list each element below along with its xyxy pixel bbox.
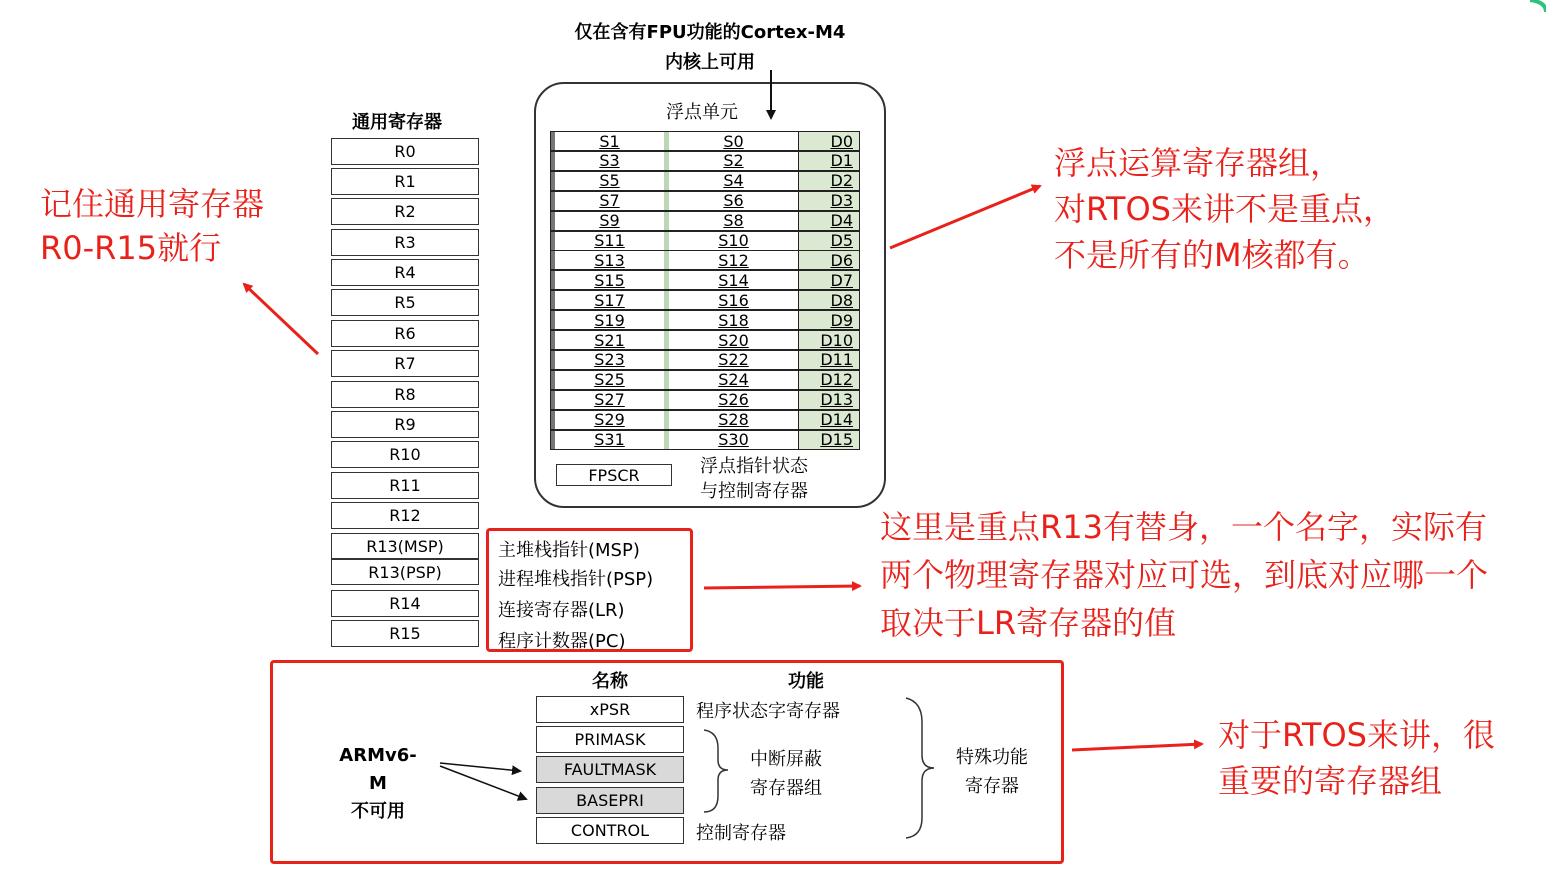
fpu-s-even: S20 [669,331,799,349]
sfr-register: xPSR [536,696,684,723]
fpu-d: D13 [799,391,859,409]
fpu-s-odd: S19 [551,311,669,329]
fpu-s-even: S28 [669,411,799,429]
fpu-s-odd: S3 [551,152,669,170]
sfr-annotation-line2: 重要的寄存器组 [1218,762,1443,800]
sfr-col-func: 功能 [788,671,824,692]
fpu-d: D3 [799,192,859,210]
fpu-s-even: S24 [669,371,799,389]
sfr-annotation-arrow [1072,744,1202,750]
gpr-register: R0 [331,138,479,165]
mask-group-brace [704,730,728,812]
gpr-register: R7 [331,350,479,377]
fpu-s-odd: S23 [551,351,669,369]
fpu-s-even: S16 [669,291,799,309]
fpu-d: D1 [799,152,859,170]
fpu-d: D15 [799,431,859,449]
fpu-s-odd: S29 [551,411,669,429]
special-function-line1: 特殊功能 [956,747,1028,768]
gpr-register: R9 [331,411,479,438]
sfr-register: PRIMASK [536,726,684,753]
gpr-register: R4 [331,259,479,286]
special-function-brace [906,698,934,838]
fpu-s-odd: S21 [551,331,669,349]
armv6-line2: 不可用 [351,801,405,822]
fpu-d: D9 [799,311,859,329]
armv6-arrow-faultmask [440,763,520,771]
sfr-col-name: 名称 [592,671,628,692]
mask-group-line2: 寄存器组 [750,778,822,799]
fpu-d: D11 [799,351,859,369]
fpu-s-even: S12 [669,251,799,269]
fpu-d: D8 [799,291,859,309]
sfr-register: BASEPRI [536,787,684,814]
gpr-register: R10 [331,441,479,468]
corner-decoration [1530,0,1546,12]
fpu-s-odd: S27 [551,391,669,409]
mask-group-line1: 中断屏蔽 [750,749,822,770]
fpu-d: D10 [799,331,859,349]
msp-label: 主堆栈指针(MSP) [498,540,640,561]
fpu-s-even: S26 [669,391,799,409]
r13-annotation-arrow [704,586,860,588]
fpu-annotation-line3: 不是所有的M核都有。 [1054,236,1370,274]
sfr-annotation-line1: 对于RTOS来讲，很 [1218,716,1495,754]
fpscr-desc-line1: 浮点指针状态 [700,456,808,477]
gpr-register: R12 [331,502,479,529]
fpu-d: D5 [799,232,859,250]
fpu-d: D4 [799,212,859,230]
fpu-title: 浮点单元 [666,102,738,123]
fpu-s-odd: S5 [551,172,669,190]
fpu-d: D2 [799,172,859,190]
gpr-annotation-arrow [244,284,318,354]
fpu-d: D6 [799,251,859,269]
gpr-annotation-line1: 记住通用寄存器 [40,185,265,223]
fpu-d: D14 [799,411,859,429]
fpu-d: D0 [799,132,859,150]
fpu-s-odd: S11 [551,232,669,250]
fpu-s-even: S22 [669,351,799,369]
fpu-s-odd: S31 [551,431,669,449]
sfr-register: FAULTMASK [536,756,684,783]
gpr-register: R8 [331,381,479,408]
fpu-s-even: S2 [669,152,799,170]
fpu-s-even: S8 [669,212,799,230]
control-description: 控制寄存器 [696,823,786,844]
gpr-register: R1 [331,168,479,195]
xpsr-description: 程序状态字寄存器 [696,701,840,722]
fpu-d: D12 [799,371,859,389]
pc-label: 程序计数器(PC) [498,631,626,652]
fpu-s-odd: S9 [551,212,669,230]
fpu-annotation-line1: 浮点运算寄存器组， [1054,144,1343,182]
r13-annotation-line3: 取决于LR寄存器的值 [880,604,1177,642]
fpu-s-even: S0 [669,132,799,150]
gpr-register: R15 [331,620,479,647]
fpu-annotation-line2: 对RTOS来讲不是重点， [1054,190,1395,228]
gpr-title: 通用寄存器 [352,112,442,133]
fpu-s-odd: S25 [551,371,669,389]
gpr-register: R13(MSP) [331,533,479,559]
fpu-d: D7 [799,271,859,289]
fpu-s-odd: S1 [551,132,669,150]
fpu-annotation-arrow [890,186,1040,248]
fpscr-desc-line2: 与控制寄存器 [700,481,808,502]
fpu-s-even: S6 [669,192,799,210]
fpu-s-even: S4 [669,172,799,190]
r13-annotation-line2: 两个物理寄存器对应可选，到底对应哪一个 [880,556,1489,594]
fpscr-register: FPSCR [556,464,672,486]
gpr-register: R13(PSP) [331,559,479,585]
fpu-s-odd: S15 [551,271,669,289]
gpr-register: R14 [331,590,479,617]
fpu-s-even: S14 [669,271,799,289]
gpr-annotation-line2: R0-R15就行 [40,229,222,267]
lr-label: 连接寄存器(LR) [498,600,625,621]
fpu-s-odd: S13 [551,251,669,269]
gpr-register: R6 [331,320,479,347]
fpu-s-odd: S17 [551,291,669,309]
fpu-note-line1: 仅在含有FPU功能的Cortex-M4 [574,22,846,43]
armv6-line1: ARMv6-M [339,745,417,794]
fpu-s-even: S30 [669,431,799,449]
gpr-register: R2 [331,198,479,225]
r13-annotation-line1: 这里是重点R13有替身，一个名字，实际有 [880,508,1487,546]
psp-label: 进程堆栈指针(PSP) [498,569,654,590]
fpu-s-even: S10 [669,232,799,250]
gpr-register: R3 [331,229,479,256]
fpu-s-even: S18 [669,311,799,329]
fpu-s-odd: S7 [551,192,669,210]
fpu-note-line2: 内核上可用 [665,52,755,73]
sfr-register: CONTROL [536,817,684,844]
gpr-register: R5 [331,289,479,316]
gpr-register: R11 [331,472,479,499]
special-function-line2: 寄存器 [965,776,1019,797]
